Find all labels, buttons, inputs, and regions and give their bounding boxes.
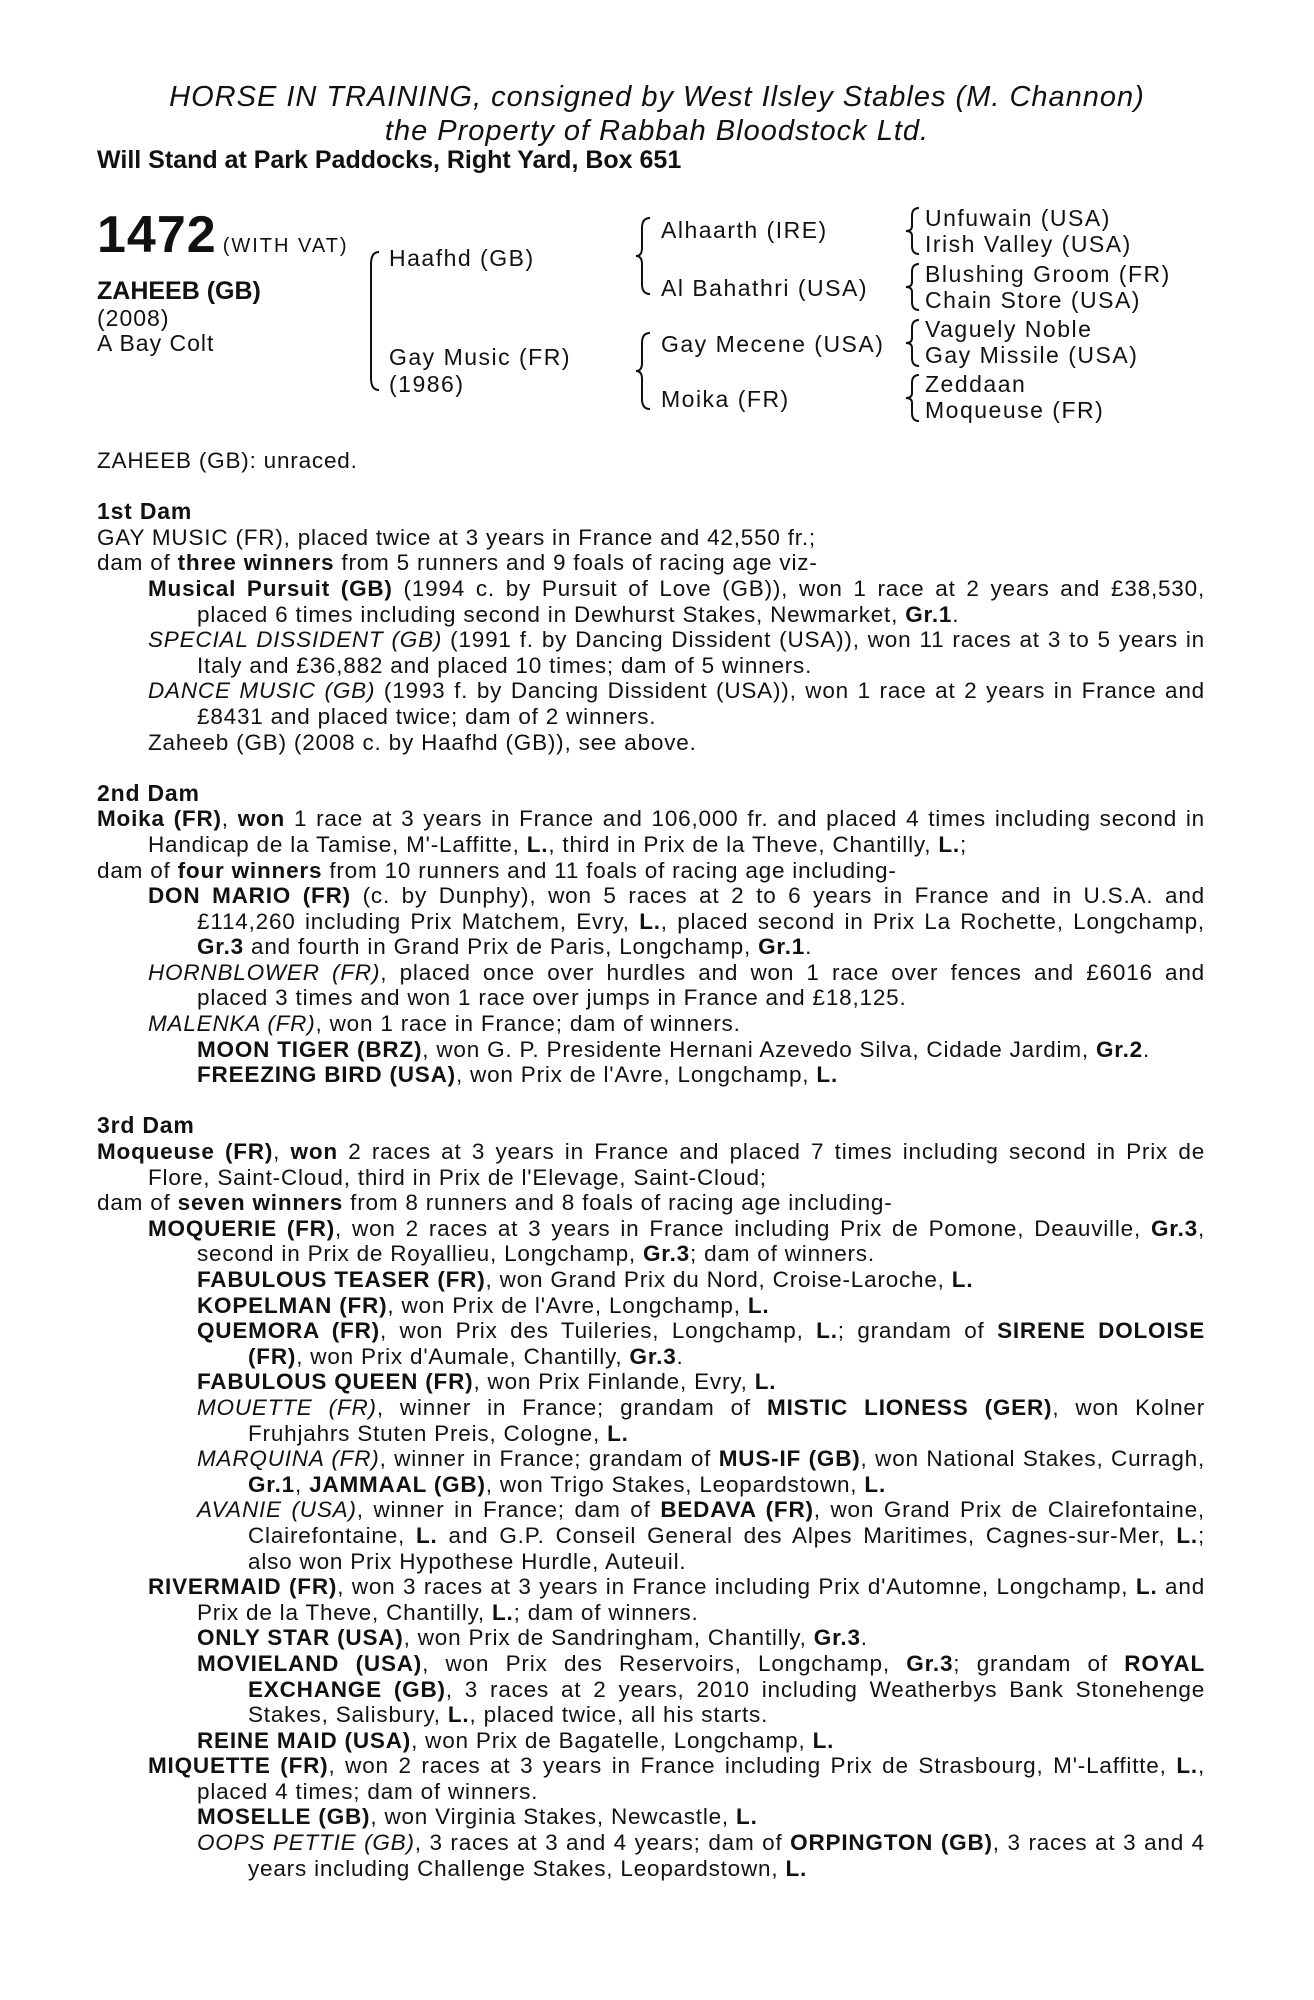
dam: Gay Music (FR): [389, 344, 571, 370]
ped-dds: Zeddaan: [925, 371, 1027, 397]
third-dam-produce-line: dam of seven winners from 8 runners and 8 foals of racing age including-: [97, 1190, 893, 1216]
vat-note: (WITH VAT): [222, 235, 349, 257]
produce-entry: MOSELLE (GB), won Virginia Stakes, Newcastle, L.: [197, 1804, 758, 1830]
lot-number: 1472: [97, 206, 217, 264]
produce-entry: Musical Pursuit (GB) (1994 c. by Pursuit of Love (GB)), won 1 race at 2 years and £38,530, placed 6 times including second in Dewhurst Stakes, Newmarket, Gr.1.: [148, 575, 1205, 627]
lot-number-block: [97, 205, 349, 265]
consignment-line: HORSE IN TRAINING, consigned by West Ilsley Stables (M. Channon): [169, 81, 1145, 113]
first-dam-produce-line: dam of three winners from 5 runners and 9 foals of racing age viz-: [97, 550, 818, 576]
horse-name: ZAHEEB (GB): [97, 277, 261, 305]
ped-ssd: Irish Valley (USA): [925, 231, 1132, 257]
first-dam-line: GAY MUSIC (FR), placed twice at 3 years in France and 42,550 fr.;: [97, 524, 816, 550]
sire-sire: Alhaarth (IRE): [661, 217, 828, 243]
sire-dam-brace: [365, 250, 381, 392]
second-dam-produce-line: dam of four winners from 10 runners and 11 foals of racing age including-: [97, 857, 897, 883]
ped-sds: Blushing Groom (FR): [925, 261, 1171, 287]
third-dam-heading: 3rd Dam: [97, 1112, 195, 1139]
brace-g4: [905, 373, 921, 423]
produce-entry: FREEZING BIRD (USA), won Prix de l'Avre, Longchamp, L.: [197, 1062, 839, 1088]
produce-entry: REINE MAID (USA), won Prix de Bagatelle, Longchamp, L.: [197, 1727, 835, 1753]
produce-entry: KOPELMAN (FR), won Prix de l'Avre, Longchamp, L.: [197, 1292, 770, 1318]
produce-entry: RIVERMAID (FR), won 3 races at 3 years in France including Prix d'Automne, Longchamp, L. and Prix de la Theve, Chantilly, L.; dam of winners.: [148, 1574, 1206, 1625]
produce-entry: MARQUINA (FR), winner in France; grandam of MUS-IF (GB), won National Stakes, Curragh, Gr.1, JAMMAAL (GB), won Trigo Stakes, Leopardstown, L.: [197, 1446, 1206, 1497]
sire-line-brace: [636, 216, 652, 296]
stand-location: Will Stand at Park Paddocks, Right Yard, Box 651: [97, 146, 682, 174]
brace-g2: [905, 262, 921, 312]
third-dam-line: Moqueuse (FR), won 2 races at 3 years in France and placed 7 times including second in Prix de Flore, Saint-Cloud, third in Prix de l'Elevage, Saint-Cloud;: [97, 1139, 1206, 1190]
produce-entry: OOPS PETTIE (GB), 3 races at 3 and 4 years; dam of ORPINGTON (GB), 3 races at 3 and 4 years including Challenge Stakes, Leopardstown, L.: [197, 1830, 1205, 1881]
produce-entry: FABULOUS QUEEN (FR), won Prix Finlande, Evry, L.: [197, 1369, 777, 1395]
ped-sss: Unfuwain (USA): [925, 205, 1111, 231]
produce-entry: FABULOUS TEASER (FR), won Grand Prix du Nord, Croise-Laroche, L.: [197, 1267, 974, 1292]
dam-sire: Gay Mecene (USA): [661, 331, 885, 357]
produce-entry: DANCE MUSIC (GB) (1993 f. by Dancing Dissident (USA)), won 1 race at 2 years in France and £8431 and placed twice; dam of 2 winners.: [148, 678, 1205, 729]
sire: Haafhd (GB): [389, 245, 535, 271]
produce-entry: Zaheeb (GB) (2008 c. by Haafhd (GB)), see above.: [148, 729, 697, 755]
brace-g1: [905, 206, 921, 256]
brace-g3: [905, 318, 921, 368]
dam-line-brace: [636, 331, 652, 411]
first-dam-heading: 1st Dam: [97, 498, 193, 525]
ped-dsd: Gay Missile (USA): [925, 342, 1139, 368]
property-line: the Property of Rabbah Bloodstock Ltd.: [384, 115, 930, 147]
ped-dss: Vaguely Noble: [925, 316, 1093, 342]
ped-sdd: Chain Store (USA): [925, 287, 1141, 313]
second-dam-heading: 2nd Dam: [97, 779, 200, 806]
produce-entry: SPECIAL DISSIDENT (GB) (1991 f. by Dancing Dissident (USA)), won 11 races at 3 to 5 years in Italy and £36,882 and placed 10 times; dam of 5 winners.: [148, 627, 1205, 678]
foaling-year: (2008): [97, 305, 170, 331]
catalogue-body: [97, 448, 1205, 1881]
dam-year: (1986): [389, 371, 465, 397]
horse-description: A Bay Colt: [97, 330, 215, 356]
second-dam-line: Moika (FR), won 1 race at 3 years in France and 106,000 fr. and placed 4 times including second in Handicap de la Tamise, M'-Laffitte, L., third in Prix de la Theve, Chantilly, L.;: [97, 806, 1205, 857]
produce-entry: MOQUERIE (FR), won 2 races at 3 years in France including Prix de Pomone, Deauville, Gr.3, second in Prix de Royallieu, Longchamp, Gr.3; dam of winners.: [148, 1215, 1205, 1267]
produce-entry: AVANIE (USA), winner in France; dam of BEDAVA (FR), won Grand Prix de Clairefontaine, Clairefontaine, L. and G.P. Conseil General des Alpes Maritimes, Cagnes-sur-Mer, L.; also won Prix Hypothese Hurdle, Auteuil.: [197, 1497, 1205, 1574]
produce-entry: MOUETTE (FR), winner in France; grandam of MISTIC LIONESS (GER), won Kolner Fruhjahrs Stuten Preis, Cologne, L.: [197, 1394, 1205, 1446]
sire-dam: Al Bahathri (USA): [661, 275, 869, 301]
ped-ddd: Moqueuse (FR): [925, 397, 1105, 423]
produce-entry: ONLY STAR (USA), won Prix de Sandringham, Chantilly, Gr.3.: [197, 1625, 868, 1651]
dam-dam: Moika (FR): [661, 386, 790, 412]
produce-entry: MALENKA (FR), won 1 race in France; dam of winners.: [148, 1011, 741, 1037]
race-summary: ZAHEEB (GB): unraced.: [97, 448, 358, 473]
produce-entry: HORNBLOWER (FR), placed once over hurdles and won 1 race over fences and £6016 and placed 3 times and won 1 race over jumps in France and £18,125.: [148, 959, 1205, 1011]
produce-entry: QUEMORA (FR), won Prix des Tuileries, Longchamp, L.; grandam of SIRENE DOLOISE (FR), won Prix d'Aumale, Chantilly, Gr.3.: [197, 1318, 1206, 1369]
produce-entry: MIQUETTE (FR), won 2 races at 3 years in France including Prix de Strasbourg, M'-Laffitte, L., placed 4 times; dam of winners.: [148, 1753, 1205, 1804]
produce-entry: MOON TIGER (BRZ), won G. P. Presidente Hernani Azevedo Silva, Cidade Jardim, Gr.2.: [197, 1036, 1151, 1062]
produce-entry: DON MARIO (FR) (c. by Dunphy), won 5 races at 2 to 6 years in France and in U.S.A. and £114,260 including Prix Matchem, Evry, L., placed second in Prix La Rochette, Longchamp, Gr.3 and fourth in Grand Prix de Paris, Longchamp, Gr.1.: [148, 883, 1205, 960]
produce-entry: MOVIELAND (USA), won Prix des Reservoirs, Longchamp, Gr.3; grandam of ROYAL EXCHANGE (GB), 3 races at 2 years, 2010 including Weatherbys Bank Stonehenge Stakes, Salisbury, L., placed twice, all his starts.: [197, 1650, 1206, 1728]
